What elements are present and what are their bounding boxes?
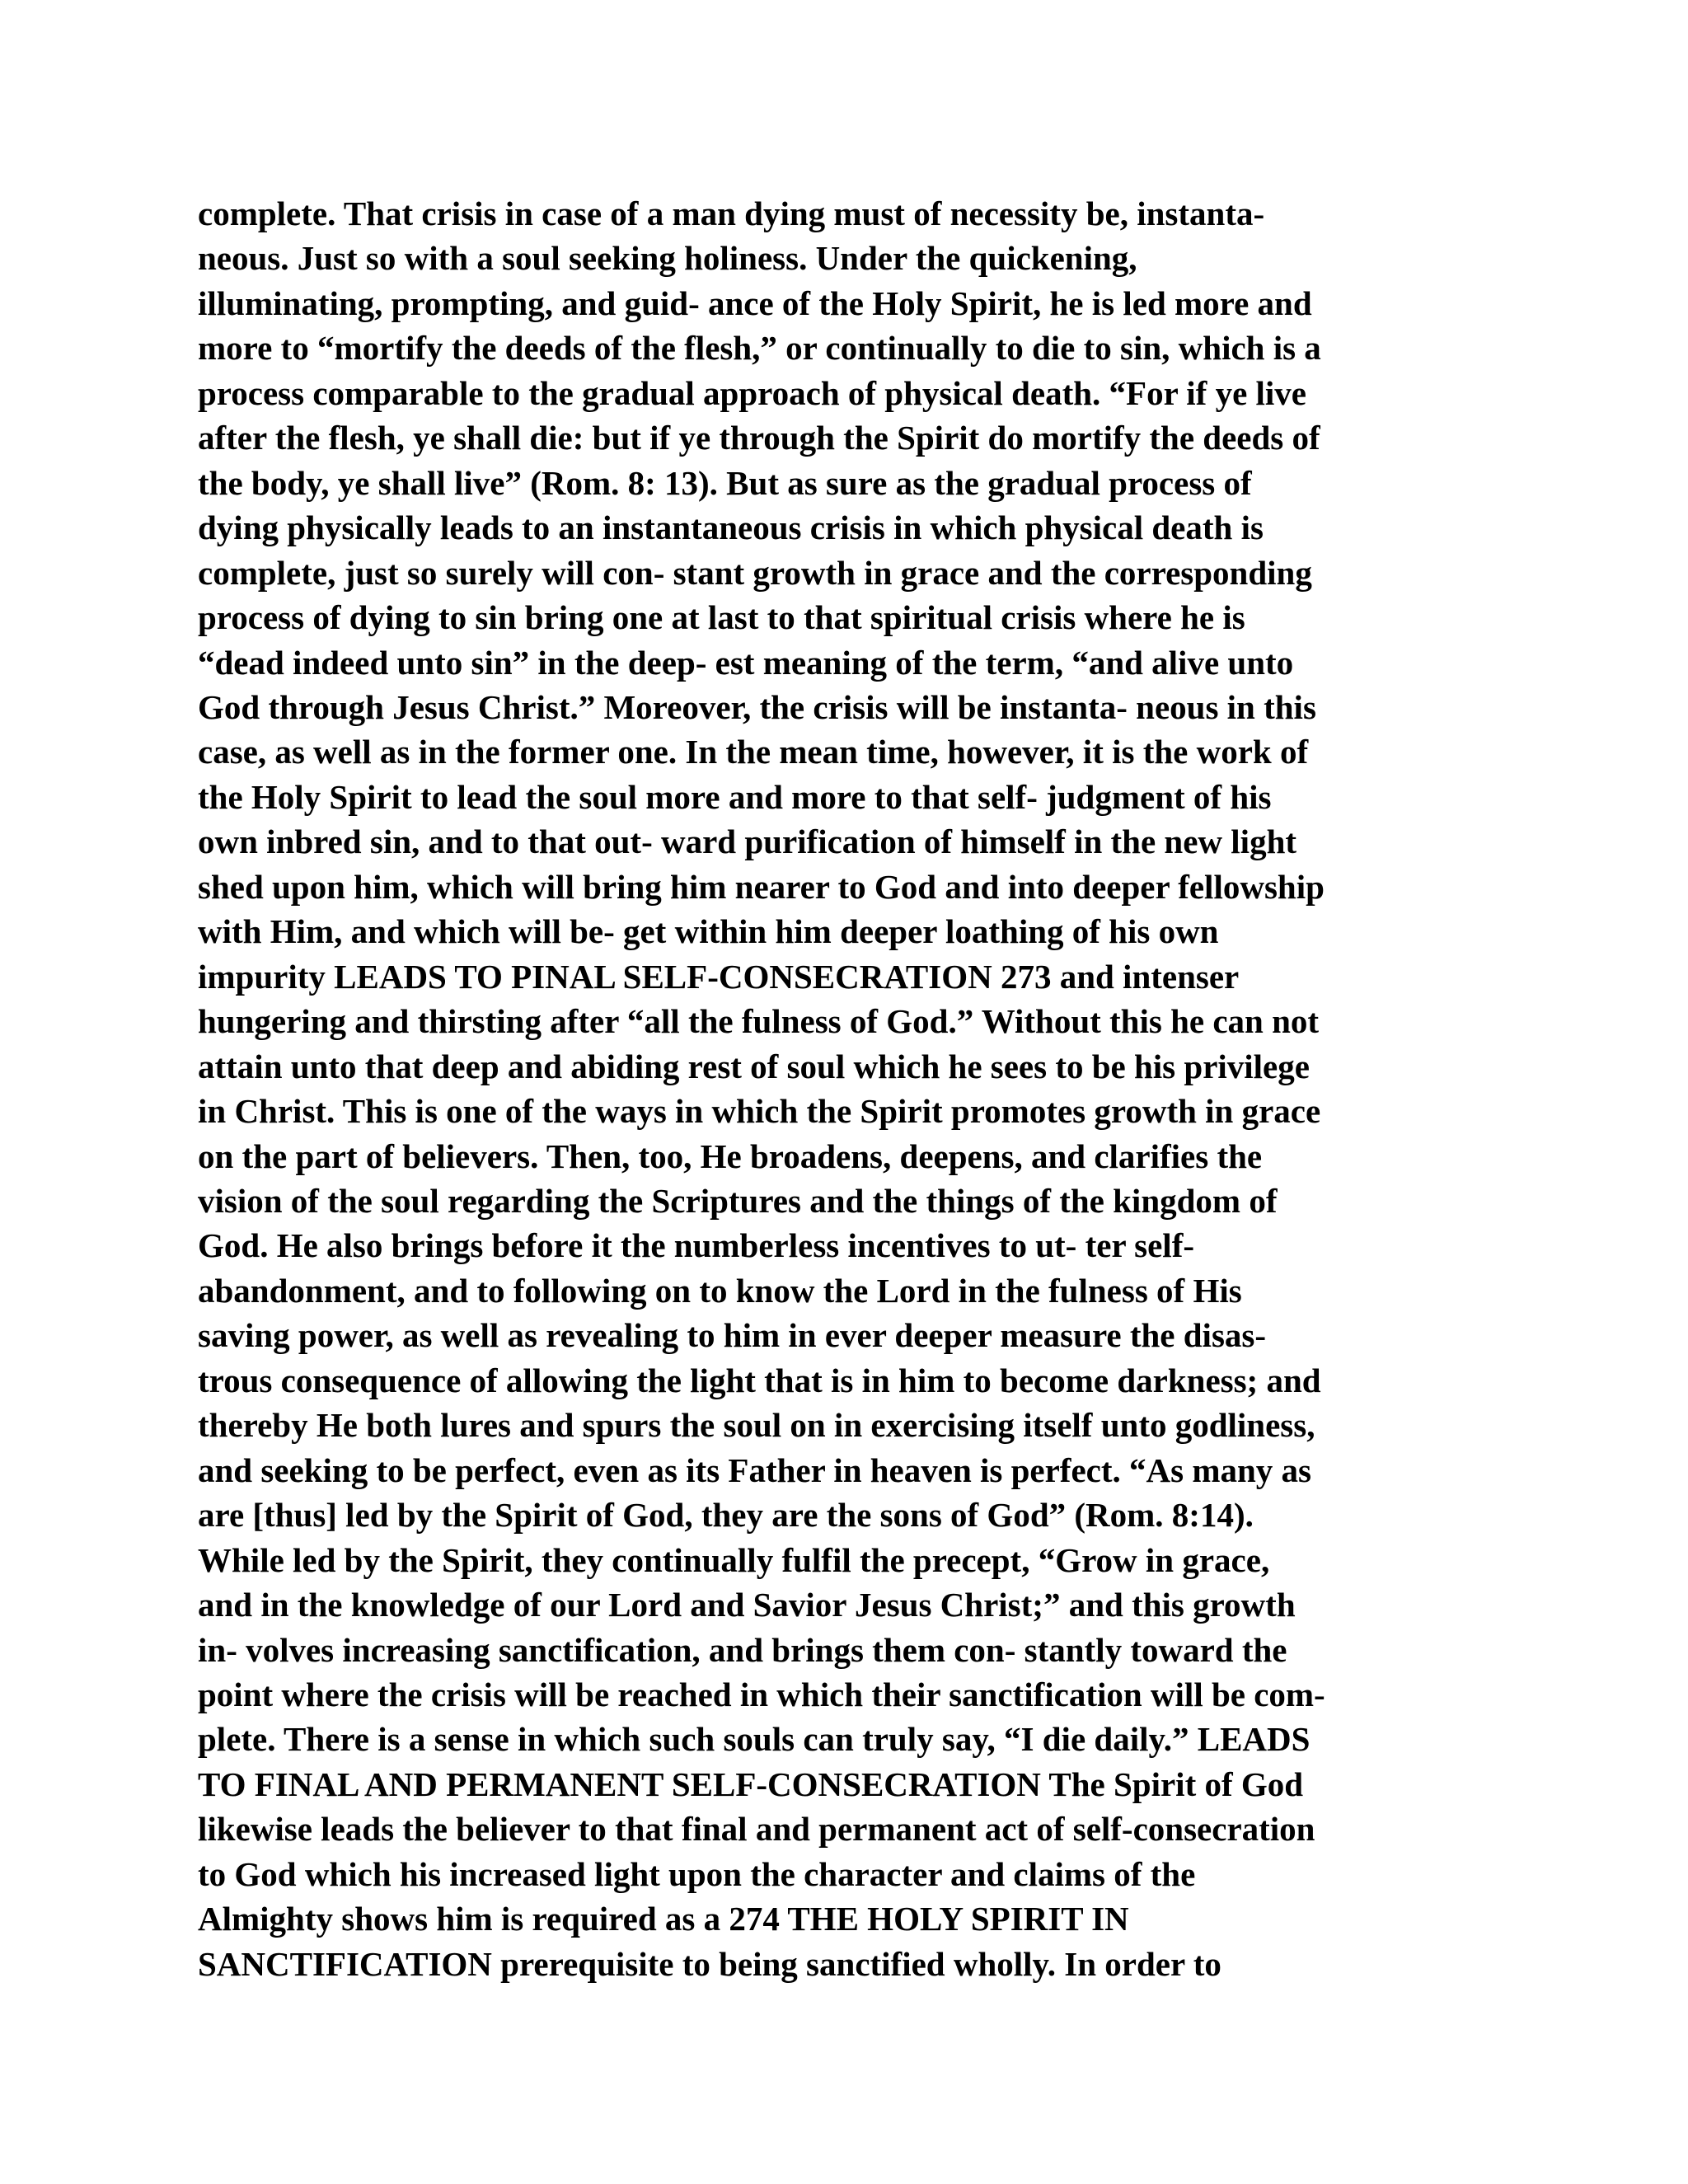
text-line: plete. There is a sense in which such souls can truly say, “I die daily.” LEADS [198,1720,1311,1759]
body-text [198,191,1517,1986]
text-line: to God which his increased light upon the character and claims of the [198,1854,1196,1893]
text-line: abandonment, and to following on to know the Lord in the fulness of His [198,1271,1242,1310]
text-line: the Holy Spirit to lead the soul more and more to that self- judgment of his [198,777,1272,816]
text-line-running-header: impurity LEADS TO PINAL SELF-CONSECRATION 273 and intenser [198,957,1240,996]
text-line: dying physically leads to an instantaneous crisis in which physical death is [198,509,1264,547]
text-line: in- volves increasing sanctification, and brings them con- stantly toward the [198,1630,1287,1669]
text-line: hungering and thirsting after “all the fulness of God.” Without this he can not [198,1002,1320,1041]
text-line: thereby He both lures and spurs the soul on in exercising itself unto godliness, [198,1406,1315,1445]
text-line: vision of the soul regarding the Scriptures and the things of the kingdom of [198,1181,1278,1220]
text-line: in Christ. This is one of the ways in which the Spirit promotes growth in grace [198,1092,1321,1131]
text-line: with Him, and which will be- get within him deeper loathing of his own [198,912,1219,951]
text-line: likewise leads the believer to that final and permanent act of self-consecration [198,1810,1315,1849]
text-line: more to “mortify the deeds of the flesh,” or continually to die to sin, which is a [198,329,1321,368]
text-line: on the part of believers. Then, too, He broadens, deepens, and clarifies the [198,1137,1263,1175]
text-line-running-header: Almighty shows him is required as a 274 THE HOLY SPIRIT IN [198,1900,1129,1938]
text-line: complete. That crisis in case of a man dying must of necessity be, instanta- [198,194,1265,232]
text-line: own inbred sin, and to that out- ward purification of himself in the new light [198,823,1297,861]
text-line: after the flesh, ye shall die: but if ye through the Spirit do mortify the deeds of [198,419,1320,457]
text-line: neous. Just so with a soul seeking holiness. Under the quickening, [198,239,1137,278]
text-line: While led by the Spirit, they continually fulfil the precept, “Grow in grace, [198,1540,1270,1579]
text-line: are [thus] led by the Spirit of God, they are the sons of God” (Rom. 8:14). [198,1496,1254,1535]
text-line: trous consequence of allowing the light that is in him to become darkness; and [198,1361,1321,1399]
text-line: shed upon him, which will bring him nearer to God and into deeper fellowship [198,867,1325,906]
text-line: complete, just so surely will con- stant growth in grace and the corresponding [198,553,1312,592]
text-line: “dead indeed unto sin” in the deep- est meaning of the term, “and alive unto [198,643,1294,682]
text-line: SANCTIFICATION prerequisite to being sanctified wholly. In order to [198,1944,1221,1983]
text-line: God. He also brings before it the numberless incentives to ut- ter self- [198,1226,1194,1265]
text-line: and in the knowledge of our Lord and Savior Jesus Christ;” and this growth [198,1586,1296,1624]
text-line: process of dying to sin bring one at last to that spiritual crisis where he is [198,598,1245,637]
text-line: the body, ye shall live” (Rom. 8: 13). But as sure as the gradual process of [198,463,1252,502]
text-line: case, as well as in the former one. In the mean time, however, it is the work of [198,733,1309,771]
text-line: and seeking to be perfect, even as its Father in heaven is perfect. “As many as [198,1451,1311,1489]
text-line: God through Jesus Christ.” Moreover, the crisis will be instanta- neous in this [198,687,1316,726]
text-line-section-heading: TO FINAL AND PERMANENT SELF-CONSECRATION The Spirit of God [198,1765,1304,1803]
text-line: saving power, as well as revealing to him in ever deeper measure the disas- [198,1316,1267,1355]
text-line: attain unto that deep and abiding rest of soul which he sees to be his privilege [198,1047,1310,1085]
text-line: process comparable to the gradual approach of physical death. “For if ye live [198,373,1306,412]
text-line: point where the crisis will be reached in which their sanctification will be com- [198,1675,1325,1713]
text-line: illuminating, prompting, and guid- ance of the Holy Spirit, he is led more and [198,284,1312,322]
